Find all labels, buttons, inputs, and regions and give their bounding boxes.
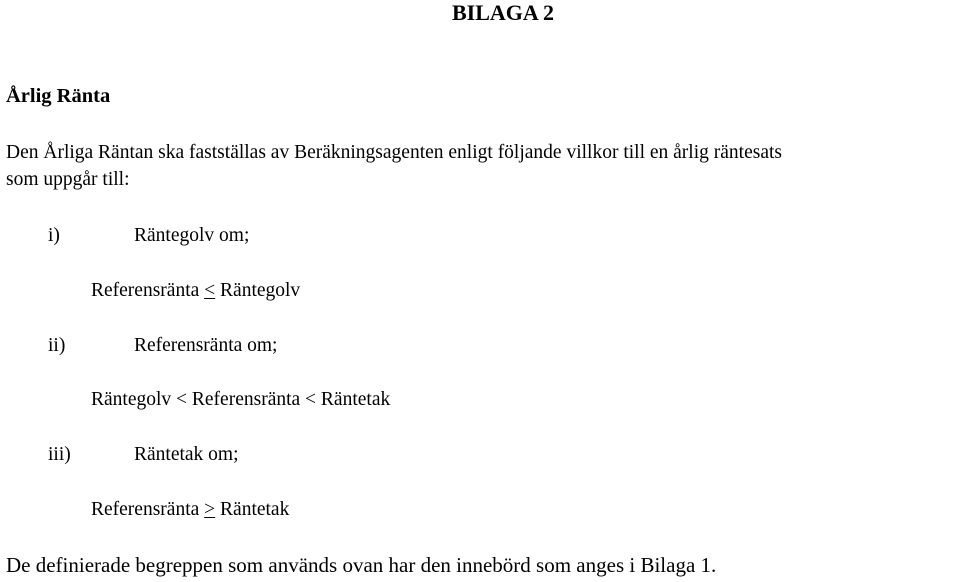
item-marker-i: i) xyxy=(48,225,60,246)
condition-right-iii: Räntetak xyxy=(220,499,290,520)
item-label-ii: Referensränta om; xyxy=(134,335,278,356)
item-marker-ii: ii) xyxy=(48,335,66,356)
item-condition-ii: Räntegolv < Referensränta < Räntetak xyxy=(91,389,391,410)
condition-right-i: Räntegolv xyxy=(220,280,301,301)
document-title: BILAGA 2 xyxy=(451,0,555,25)
intro-text-line-2: som uppgår till: xyxy=(6,169,130,190)
condition-operator-i: < xyxy=(204,280,216,301)
item-condition-iii xyxy=(91,498,289,522)
item-label-iii: Räntetak om; xyxy=(134,444,239,465)
item-label-i: Räntegolv om; xyxy=(134,225,250,246)
intro-text-line-1: Den Årliga Räntan ska fastställas av Beräkningsagenten enligt följande villkor till en årlig räntesats xyxy=(6,142,782,163)
section-heading: Årlig Ränta xyxy=(6,85,111,107)
condition-left-i: Referensränta xyxy=(91,280,200,301)
footer-text: De definierade begreppen som används ovan har den innebörd som anges i Bilaga 1. xyxy=(6,553,717,577)
condition-operator-iii: > xyxy=(204,499,216,520)
item-condition-i xyxy=(91,279,300,303)
condition-left-iii: Referensränta xyxy=(91,499,200,520)
item-marker-iii: iii) xyxy=(48,444,71,465)
